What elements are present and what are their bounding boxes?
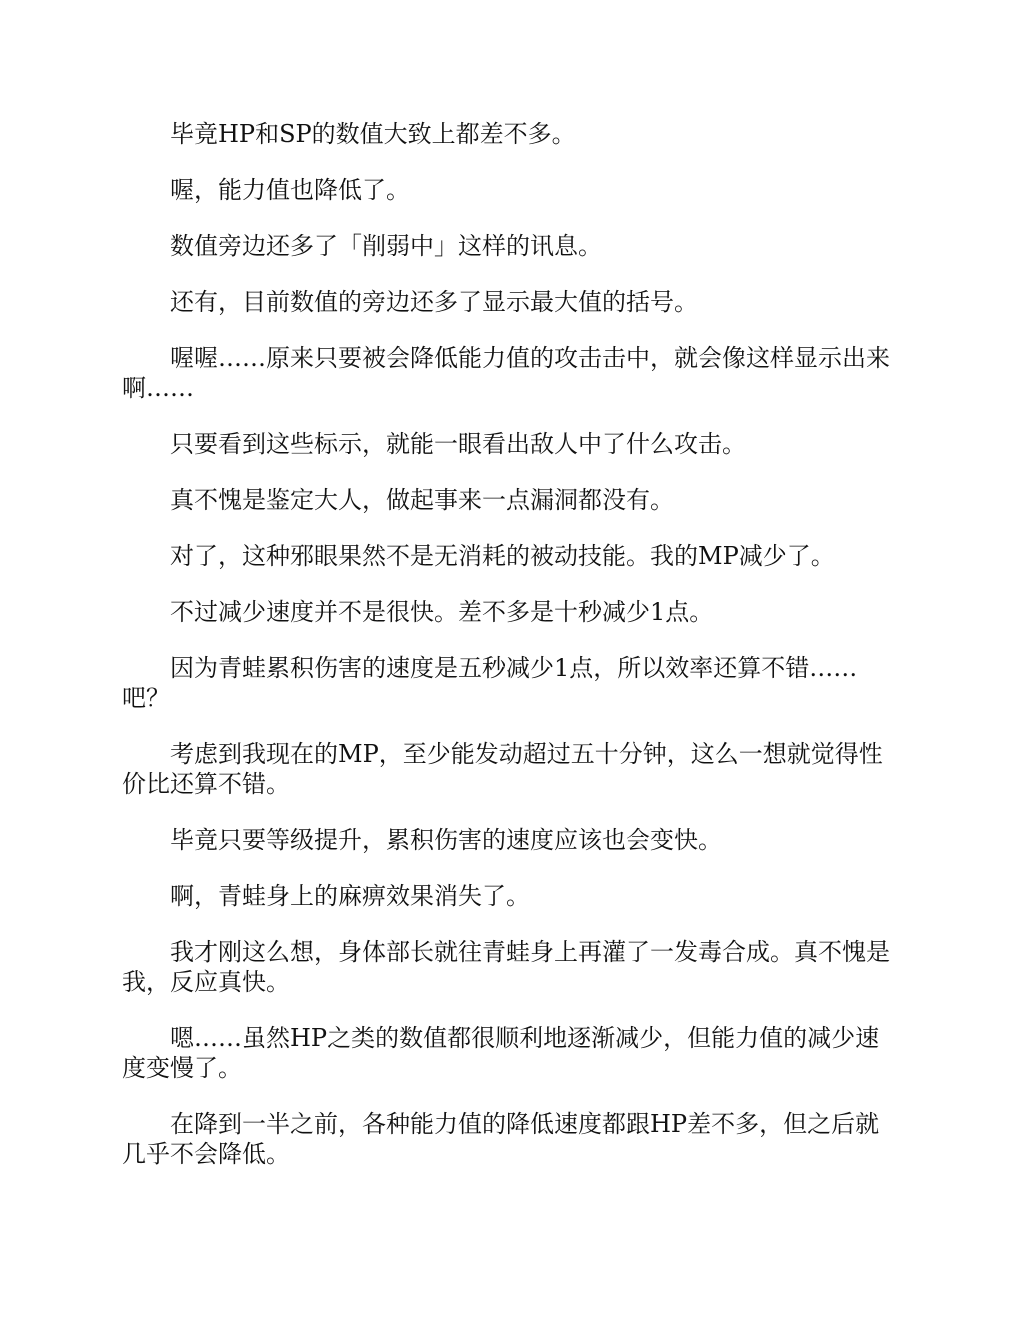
paragraph-14: 我才刚这么想，身体部长就往青蛙身上再灌了一发毒合成。真不愧是我，反应真快。 <box>122 938 890 996</box>
paragraph-16: 在降到一半之前，各种能力值的降低速度都跟HP差不多，但之后就几乎不会降低。 <box>122 1110 880 1168</box>
paragraph-8: 对了，这种邪眼果然不是无消耗的被动技能。我的MP减少了。 <box>170 542 835 570</box>
paragraph-12: 毕竟只要等级提升，累积伤害的速度应该也会变快。 <box>170 826 722 854</box>
paragraph-3: 数值旁边还多了「削弱中」这样的讯息。 <box>170 232 602 260</box>
paragraph-6: 只要看到这些标示，就能一眼看出敌人中了什么攻击。 <box>170 430 746 458</box>
document-page <box>122 119 898 1195</box>
paragraph-11: 考虑到我现在的MP，至少能发动超过五十分钟，这么一想就觉得性价比还算不错。 <box>122 740 883 798</box>
paragraph-1: 毕竟HP和SP的数值大致上都差不多。 <box>170 120 576 148</box>
paragraph-7: 真不愧是鉴定大人，做起事来一点漏洞都没有。 <box>170 486 674 514</box>
paragraph-13: 啊，青蛙身上的麻痹效果消失了。 <box>170 882 530 910</box>
paragraph-2: 喔，能力值也降低了。 <box>170 176 410 204</box>
paragraph-9: 不过减少速度并不是很快。差不多是十秒减少1点。 <box>170 598 714 626</box>
paragraph-15: 嗯……虽然HP之类的数值都很顺利地逐渐减少，但能力值的减少速度变慢了。 <box>122 1024 880 1082</box>
paragraph-4: 还有，目前数值的旁边还多了显示最大值的括号。 <box>170 288 698 316</box>
paragraph-5: 喔喔……原来只要被会降低能力值的攻击击中，就会像这样显示出来啊…… <box>122 344 890 402</box>
paragraph-10: 因为青蛙累积伤害的速度是五秒减少1点，所以效率还算不错……吧？ <box>122 654 858 712</box>
